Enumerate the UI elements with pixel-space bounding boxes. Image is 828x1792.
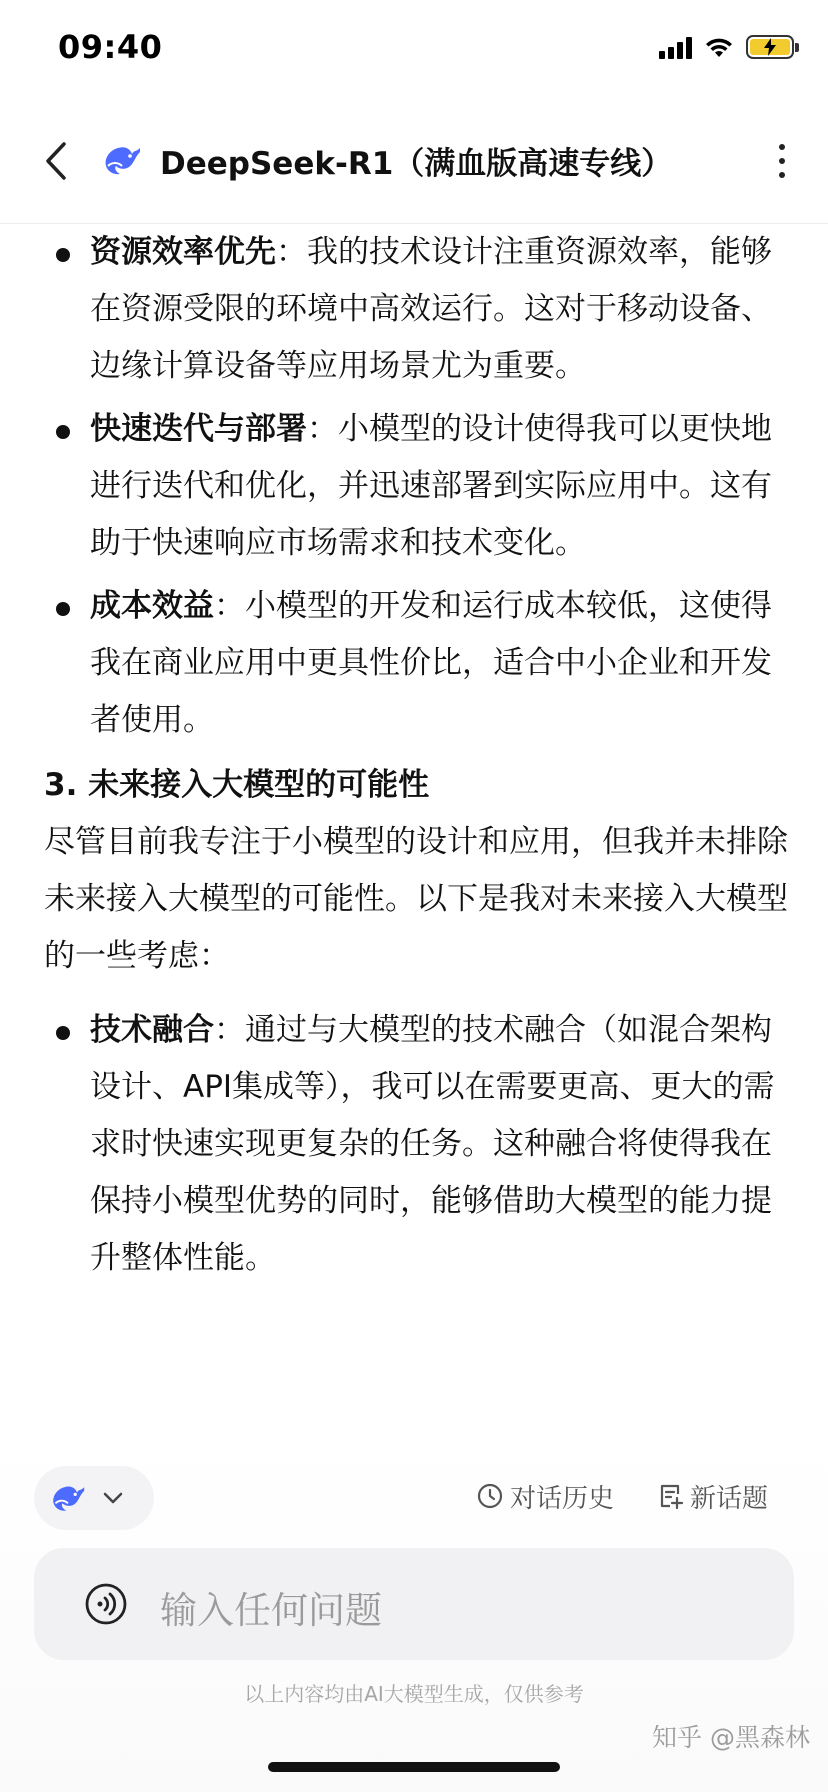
chat-input-bar[interactable]: [34, 1548, 794, 1660]
list-item: [44, 401, 789, 572]
status-bar: [0, 0, 828, 100]
status-time: 09:40: [58, 28, 163, 66]
new-topic-label: 新话题: [690, 1483, 769, 1514]
ai-disclaimer: 以上内容均由AI大模型生成，仅供参考: [244, 1682, 584, 1706]
charging-bolt-icon: [748, 37, 792, 57]
chat-input-placeholder[interactable]: 输入任何问题: [160, 1589, 382, 1632]
list-item-term: 资源效率优先: [90, 234, 276, 270]
list-item: [44, 578, 789, 749]
list-item-text: ：小模型的开发和运行成本较低，这使得我在商业应用中更具性价比，适合中小企业和开发者使用。: [90, 588, 772, 738]
deepseek-whale-icon: [100, 140, 144, 180]
list-item-text: ：通过与大模型的技术融合（如混合架构设计、API集成等），我可以在需要更高、更大的需求时快速实现更复杂的任务。这种融合将使得我在保持小模型优势的同时，能够借助大模型的能力提升整体性能。: [90, 1012, 775, 1276]
status-icons: [659, 32, 794, 62]
voice-input-button[interactable]: [84, 1582, 128, 1626]
chat-header: [0, 100, 828, 224]
clock-icon: [476, 1482, 504, 1510]
bullet-dot: [56, 602, 70, 616]
list-item-term: 成本效益: [90, 588, 214, 624]
new-topic-button[interactable]: [658, 1474, 768, 1518]
chat-message-content: [0, 224, 828, 1464]
list-item-term: 快速迭代与部署: [90, 411, 307, 447]
chevron-down-icon: [102, 1491, 124, 1505]
watermark-credit: 知乎 @黑森林: [652, 1723, 810, 1752]
paragraph: 尽管目前我专注于小模型的设计和应用，但我并未排除未来接入大模型的可能性。以下是我对未来接入大模型的一些考虑：: [44, 824, 788, 974]
history-button[interactable]: [476, 1474, 614, 1518]
back-button[interactable]: [36, 136, 76, 186]
list-item-text: ：我的技术设计注重资源效率，能够在资源受限的环境中高效运行。这对于移动设备、边缘计算设备等应用场景尤为重要。: [90, 234, 772, 384]
list-item: [44, 224, 789, 395]
list-item-term: 技术融合: [90, 1012, 214, 1048]
bullet-dot: [56, 425, 70, 439]
home-indicator[interactable]: [268, 1762, 560, 1772]
page-title: DeepSeek-R1（满血版高速专线）: [160, 146, 673, 182]
bullet-dot: [56, 1026, 70, 1040]
new-chat-icon: [658, 1482, 684, 1510]
bullet-dot: [56, 248, 70, 262]
wifi-icon: [704, 35, 734, 59]
history-label: 对话历史: [510, 1483, 615, 1514]
more-options-button[interactable]: [772, 138, 792, 184]
battery-icon: [746, 35, 794, 59]
bottom-panel: [0, 1440, 828, 1792]
model-switch-button[interactable]: [34, 1466, 154, 1530]
voice-icon: [84, 1582, 128, 1626]
more-vertical-icon: [779, 144, 785, 150]
list-item: [44, 1002, 789, 1287]
section-heading: 3. 未来接入大模型的可能性: [44, 767, 430, 803]
chevron-left-icon: [44, 141, 68, 181]
cellular-signal-icon: [659, 35, 692, 59]
list-item-text: ：小模型的设计使得我可以更快地进行迭代和优化，并迅速部署到实际应用中。这有助于快速响应市场需求和技术变化。: [90, 411, 772, 561]
deepseek-whale-icon: [48, 1480, 88, 1516]
